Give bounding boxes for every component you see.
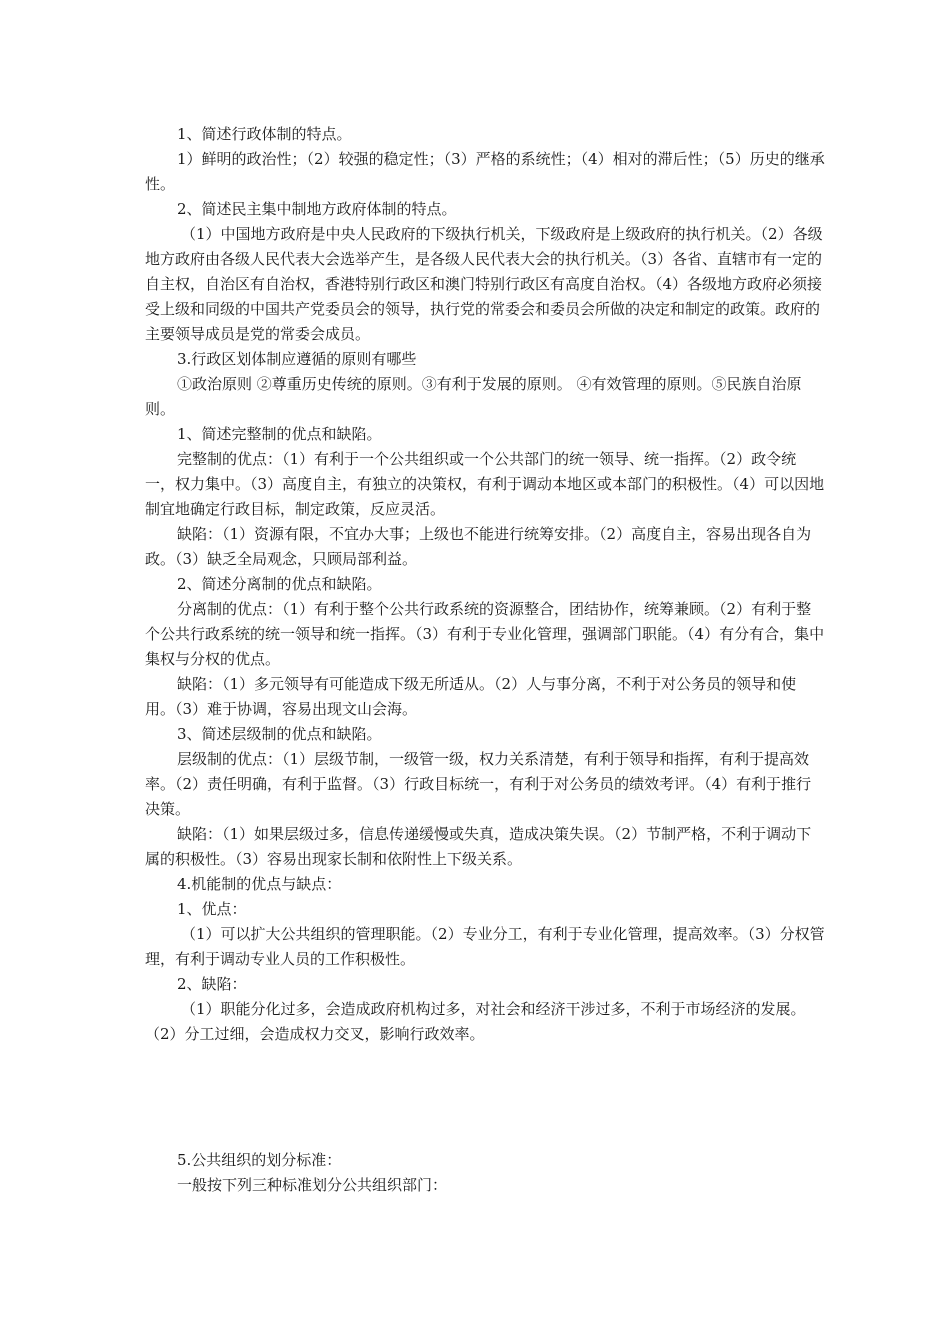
heading-admin-system-features: 1、简述行政体制的特点。 bbox=[177, 125, 352, 143]
heading-local-gov-features: 2、简述民主集中制地方政府体制的特点。 bbox=[177, 200, 457, 218]
paragraph-org-division-standards: 一般按下列三种标准划分公共组织部门： bbox=[177, 1176, 448, 1194]
paragraph-division-principles: ①政治原则 ②尊重历史传统的原则。③有利于发展的原则。 ④有效管理的原则。⑤民族自治原则。 bbox=[145, 375, 802, 418]
heading-division-principles: 3.行政区划体制应遵循的原则有哪些 bbox=[177, 350, 417, 368]
heading-org-division-standards: 5.公共组织的划分标准： bbox=[177, 1151, 342, 1169]
heading-function-system: 4.机能制的优点与缺点： bbox=[177, 875, 342, 893]
paragraph-separated-system-pros: 分离制的优点：（1）有利于整个公共行政系统的资源整合，团结协作，统筹兼顾。（2）有利于整个公共行政系统的统一领导和统一指挥。（3）有利于专业化管理，强调部门职能。（4）有分有合，集中集权与分权的优点。 bbox=[145, 600, 825, 668]
paragraph-function-pros: （1）可以扩大公共组织的管理职能。（2）专业分工，有利于专业化管理，提高效率。（3）分权管理，有利于调动专业人员的工作积极性。 bbox=[145, 925, 825, 968]
paragraph-admin-system-features: 1）鲜明的政治性；（2）较强的稳定性；（3）严格的系统性；（4）相对的滞后性；（5）历史的继承性。 bbox=[145, 150, 825, 193]
paragraph-hierarchy-system-cons: 缺陷：（1）如果层级过多，信息传递缓慢或失真，造成决策失误。（2）节制严格，不利于调动下属的积极性。（3）容易出现家长制和依附性上下级关系。 bbox=[145, 825, 812, 868]
heading-hierarchy-system: 3、简述层级制的优点和缺陷。 bbox=[177, 725, 382, 743]
paragraph-local-gov-features: （1）中国地方政府是中央人民政府的下级执行机关，下级政府是上级政府的执行机关。（2）各级地方政府由各级人民代表大会选举产生，是各级人民代表大会的执行机关。（3）各省、直辖市有一定的自主权，自治区有自治权，香港特别行政区和澳门特别行政区有高度自治权。（4）各级地方政府必须接受上级和同级的中国共产党委员会的领导，执行党的常委会和委员会所做的决定和制定的政策。政府的主要领导成员是党的常委会成员。 bbox=[145, 225, 823, 343]
paragraph-complete-system-cons: 缺陷：（1）资源有限，不宜办大事；上级也不能进行统筹安排。（2）高度自主，容易出现各自为政。（3）缺乏全局观念，只顾局部利益。 bbox=[145, 525, 812, 568]
heading-function-pros: 1、优点： bbox=[177, 900, 247, 918]
blank-space bbox=[145, 1047, 825, 1148]
paragraph-hierarchy-system-pros: 层级制的优点：（1）层级节制，一级管一级，权力关系清楚，有利于领导和指挥，有利于提高效率。（2）责任明确，有利于监督。（3）行政目标统一，有利于对公务员的绩效考评。（4）有利于推行决策。 bbox=[145, 750, 812, 818]
paragraph-function-cons: （1）职能分化过多，会造成政府机构过多，对社会和经济干涉过多，不利于市场经济的发展。（2）分工过细，会造成权力交叉，影响行政效率。 bbox=[145, 1000, 806, 1043]
document-body bbox=[145, 122, 825, 1198]
paragraph-complete-system-pros: 完整制的优点：（1）有利于一个公共组织或一个公共部门的统一领导、统一指挥。（2）政令统一，权力集中。（3）高度自主，有独立的决策权，有利于调动本地区或本部门的积极性。（4）可以因地制宜地确定行政目标，制定政策，反应灵活。 bbox=[145, 450, 825, 518]
heading-function-cons: 2、缺陷： bbox=[177, 975, 247, 993]
paragraph-separated-system-cons: 缺陷：（1）多元领导有可能造成下级无所适从。（2）人与事分离，不利于对公务员的领导和使用。（3）难于协调，容易出现文山会海。 bbox=[145, 675, 797, 718]
heading-complete-system: 1、简述完整制的优点和缺陷。 bbox=[177, 425, 382, 443]
heading-separated-system: 2、简述分离制的优点和缺陷。 bbox=[177, 575, 382, 593]
